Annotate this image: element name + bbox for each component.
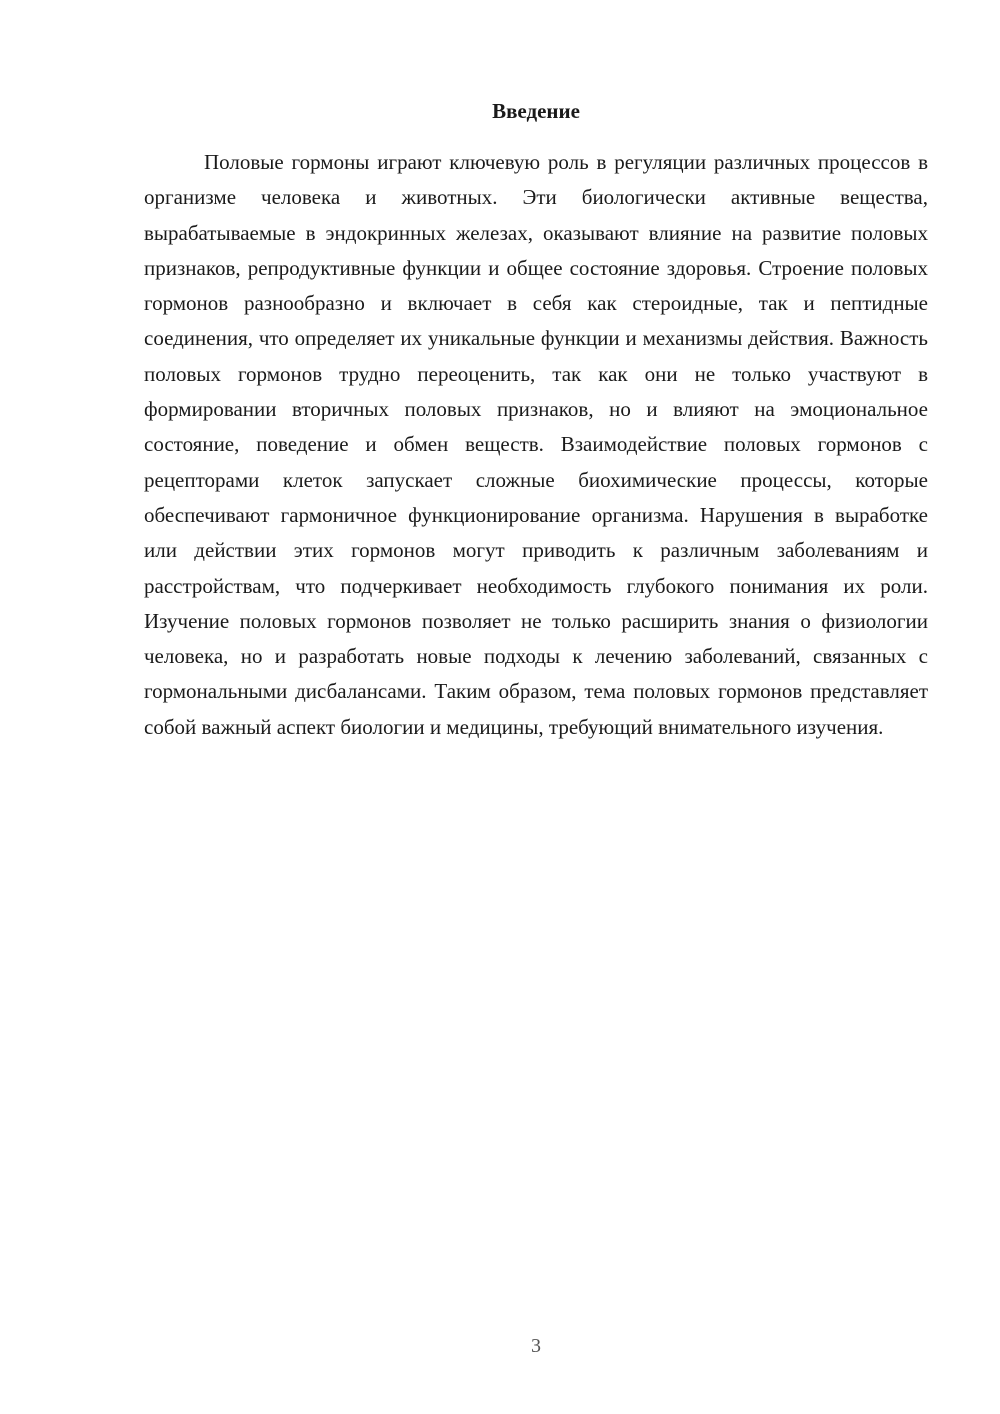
introduction-paragraph: Половые гормоны играют ключевую роль в регуляции различных процессов в организме человека и животных. Эти биологически активные вещества, вырабатываемые в эндокринных железах, оказывают влияние на развитие половых признаков, репродуктивные функции и общее состояние здоровья. Строение половых гормонов разнообразно и включает в себя как стероидные, так и пептидные соединения, что определяет их уникальные функции и механизмы действия. Важность половых гормонов трудно переоценить, так как они не только участвуют в формировании вторичных половых признаков, но и влияют на эмоциональное состояние, поведение и обмен веществ. Взаимодействие половых гормонов с рецепторами клеток запускает сложные биохимические процессы, которые обеспечивают гармоничное функционирование организма. Нарушения в выработке или действии этих гормонов могут приводить к различным заболеваниям и расстройствам, что подчеркивает необходимость глубокого понимания их роли. Изучение половых гормонов позволяет не только расширить знания о физиологии человека, но и разработать новые подходы к лечению заболеваний, связанных с гормональными дисбалансами. Таким образом, тема половых гормонов представляет собой важный аспект биологии и медицины, требующий внимательного изучения.: [144, 150, 928, 739]
page-number: 3: [531, 1335, 541, 1357]
section-heading: Введение: [492, 99, 580, 123]
